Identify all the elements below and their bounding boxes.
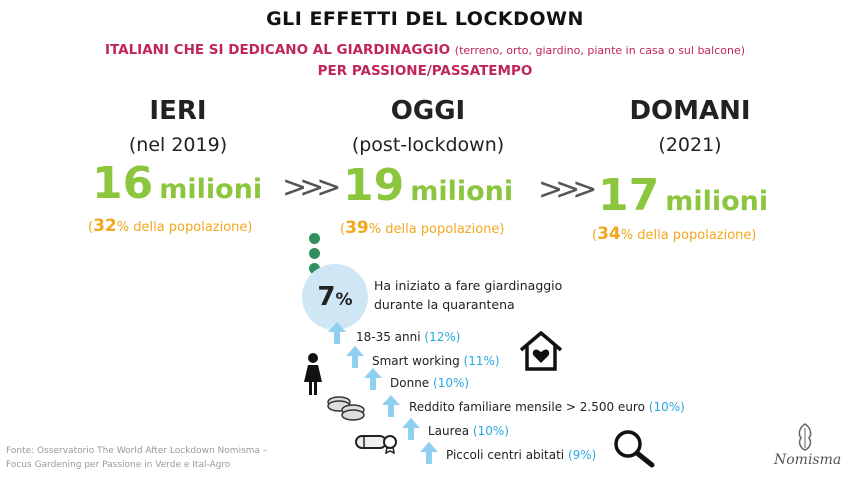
profile-value: (9%) (567, 448, 597, 462)
figure-number: 16 (92, 158, 154, 209)
pct-open: ( (592, 228, 598, 243)
pct-value: 34 (597, 224, 621, 244)
column-head: DOMANI (629, 96, 751, 126)
subtitle-paren: (terreno, orto, giardino, piante in casa o sul balcone) (454, 44, 746, 57)
woman-icon (302, 352, 324, 396)
profile-value: (10%) (648, 400, 685, 414)
chevrons-icon: >>> (282, 170, 334, 205)
profile-row (409, 400, 685, 414)
highlight-note-line1: Ha iniziato a fare giardinaggio (374, 278, 563, 293)
profile-row (390, 376, 469, 390)
dot-icon (309, 233, 320, 244)
figure-unit: milioni (410, 176, 514, 207)
pct-open: ( (340, 222, 346, 237)
profile-label: Donne (390, 376, 430, 390)
profile-row (356, 330, 460, 344)
magnifier-icon (612, 428, 656, 468)
figure-unit: milioni (665, 186, 769, 217)
column-domani (560, 96, 820, 156)
page-title: GLI EFFETTI DEL LOCKDOWN (266, 8, 584, 30)
column-sub: (nel 2019) (128, 134, 228, 156)
pct-text: % della popolazione) (368, 222, 505, 237)
profile-label: 18-35 anni (356, 330, 421, 344)
up-arrow-icon (364, 368, 382, 390)
profile-value: (10%) (433, 376, 470, 390)
figure-number: 19 (343, 160, 405, 211)
pct-text: % della popolazione) (620, 228, 757, 243)
profile-value: (10%) (472, 424, 509, 438)
profile-row (428, 424, 509, 438)
source-line1: Fonte: Osservatorio The World After Lockdown Nomisma – (6, 446, 268, 456)
figure-domani (598, 170, 768, 221)
brand-name: Nomisma (774, 452, 842, 468)
profile-label: Laurea (428, 424, 470, 438)
up-arrow-icon (382, 395, 400, 417)
pct-oggi (340, 218, 505, 238)
pct-text: % della popolazione) (116, 220, 253, 235)
figure-oggi (343, 160, 513, 211)
coins-icon (326, 392, 366, 422)
figure-number: 17 (598, 170, 660, 221)
up-arrow-icon (420, 442, 438, 464)
profile-row (446, 448, 596, 462)
pct-value: 32 (93, 216, 117, 236)
column-sub: (post-lockdown) (351, 134, 505, 156)
pct-open: ( (88, 220, 94, 235)
diploma-icon (354, 430, 398, 454)
subtitle-main: ITALIANI CHE SI DEDICANO AL GIARDINAGGIO (104, 42, 451, 58)
highlight-unit: % (335, 290, 353, 310)
column-oggi (298, 96, 558, 156)
highlight-circle (302, 264, 368, 330)
up-arrow-icon (346, 346, 364, 368)
highlight-value: 7 (317, 282, 336, 312)
profile-row (372, 354, 500, 368)
home-heart-icon (518, 330, 564, 372)
highlight-note-line2: durante la quarantena (374, 297, 515, 312)
profile-label: Reddito familiare mensile > 2.500 euro (409, 400, 645, 414)
nomisma-logo-icon (792, 422, 818, 452)
column-head: OGGI (390, 96, 466, 126)
profile-label: Smart working (372, 354, 460, 368)
pct-domani (592, 224, 757, 244)
highlight-note (374, 276, 562, 314)
figure-unit: milioni (159, 174, 263, 205)
profile-label: Piccoli centri abitati (446, 448, 565, 462)
source-note (6, 444, 267, 472)
pct-ieri (88, 216, 253, 236)
profile-value: (12%) (424, 330, 461, 344)
up-arrow-icon (402, 418, 420, 440)
profile-value: (11%) (463, 354, 500, 368)
figure-ieri (92, 158, 262, 209)
page-subtitle (0, 42, 850, 58)
chevrons-icon: >>> (538, 172, 590, 207)
column-head: IERI (149, 96, 207, 126)
up-arrow-icon (328, 322, 346, 344)
source-line2: Focus Gardening per Passione in Verde e Ital-Agro (6, 460, 231, 470)
dot-icon (309, 248, 320, 259)
page-subtitle-line2: PER PASSIONE/PASSATEMPO (317, 63, 533, 79)
column-sub: (2021) (658, 134, 722, 156)
pct-value: 39 (345, 218, 369, 238)
column-ieri (48, 96, 308, 156)
